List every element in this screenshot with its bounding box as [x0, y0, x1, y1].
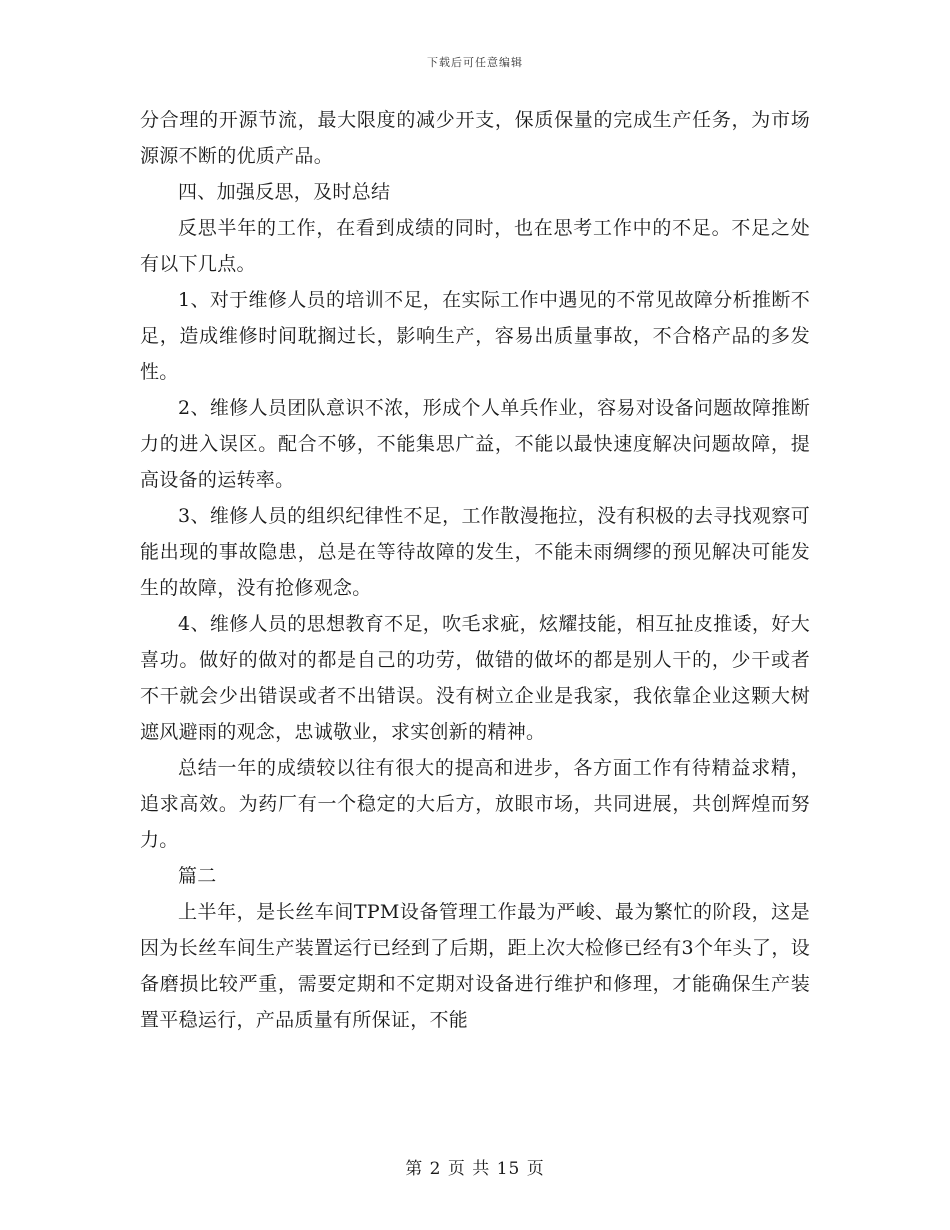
paragraph-summary: 总结一年的成绩较以往有很大的提高和进步，各方面工作有待精益求精，追求高效。为药厂有一个稳定的大后方，放眼市场，共同进展，共创辉煌而努力。	[140, 757, 810, 851]
section-heading-4: 四、加强反思，及时总结	[178, 181, 391, 203]
page-number-footer: 第 2 页 共 15 页	[405, 1159, 545, 1179]
document-body	[140, 102, 810, 1038]
section-title-part-2: 篇二	[178, 865, 217, 887]
page-header: 下载后可任意编辑	[427, 56, 523, 69]
paragraph-item-2: 2、维修人员团队意识不浓，形成个人单兵作业，容易对设备问题故障推断力的进入误区。配合不够，不能集思广益，不能以最快速度解决问题故障，提高设备的运转率。	[140, 397, 810, 491]
paragraph-item-3: 3、维修人员的组织纪律性不足，工作散漫拖拉，没有积极的去寻找观察可能出现的事故隐患，总是在等待故障的发生，不能未雨绸缪的预见解决可能发生的故障，没有抢修观念。	[140, 505, 810, 599]
paragraph-part-2-intro: 上半年，是长丝车间TPM设备管理工作最为严峻、最为繁忙的阶段，这是因为长丝车间生产装置运行已经到了后期，距上次大检修已经有3个年头了，设备磨损比较严重，需要定期和不定期对设备进行维护和修理，才能确保生产装置平稳运行，产品质量有所保证，不能	[140, 901, 810, 1031]
paragraph-1: 分合理的开源节流，最大限度的减少开支，保质保量的完成生产任务，为市场源源不断的优质产品。	[140, 109, 810, 167]
paragraph-item-4: 4、维修人员的思想教育不足，吹毛求疵，炫耀技能，相互扯皮推诿，好大喜功。做好的做对的都是自己的功劳，做错的做坏的都是别人干的，少干或者不干就会少出错误或者不出错误。没有树立企业是我家，我依靠企业这颗大树遮风避雨的观念，忠诚敬业，求实创新的精神。	[140, 613, 810, 743]
paragraph-item-1: 1、对于维修人员的培训不足，在实际工作中遇见的不常见故障分析推断不足，造成维修时间耽搁过长，影响生产，容易出质量事故，不合格产品的多发性。	[140, 289, 810, 383]
paragraph-reflection: 反思半年的工作，在看到成绩的同时，也在思考工作中的不足。不足之处有以下几点。	[140, 217, 810, 275]
